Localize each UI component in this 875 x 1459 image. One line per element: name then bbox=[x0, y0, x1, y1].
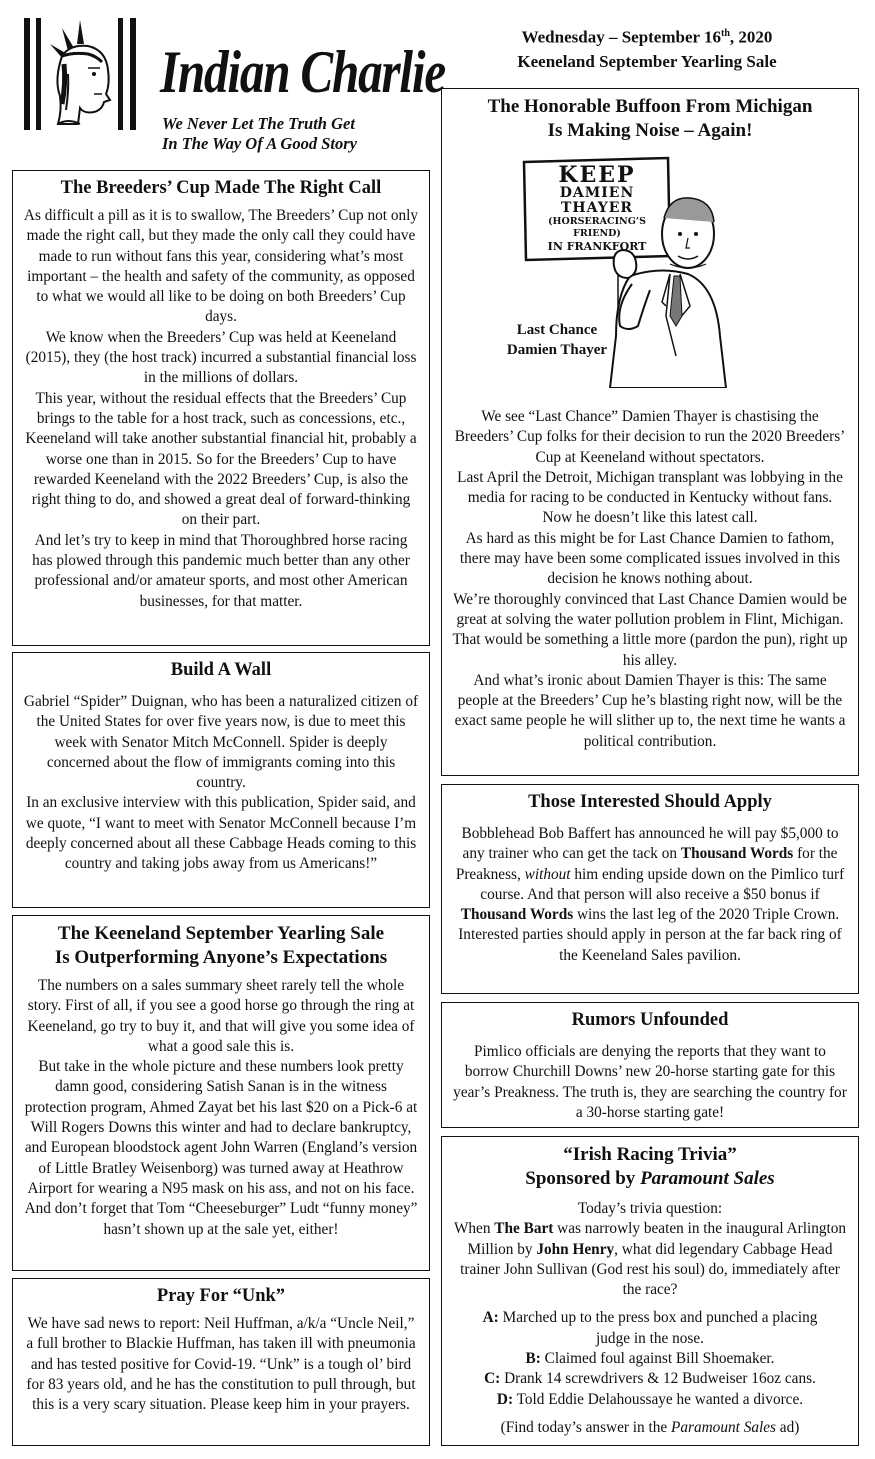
event-name: Keeneland September Yearling Sale bbox=[517, 51, 777, 71]
paragraph: As difficult a pill as it is to swallow, The Breeders’ Cup not only made the right call, but they made the only call they could have made to run without fans this year, considering what’s most important – the health and safety of the community, as opposed to what we would all like to be doing on both Breeders’ Cup days. bbox=[23, 207, 419, 326]
paragraph: We have sad news to report: Neil Huffman, a/k/a “Uncle Neil,” a full brother to Blackie Huffman, has taken ill with pneumonia and has tested positive for Covid-19. “Unk” is a tough ol’ bird for 83 years old, and he has the constitution to pull through, but this is a very scary situation. Please keep him in your prayers. bbox=[26, 1315, 416, 1414]
article-yearling-sale bbox=[12, 915, 430, 1271]
newsletter-motto: We Never Let The Truth Get In The Way Of A Good Story bbox=[162, 114, 357, 153]
cartoon-caption: Last Chance Damien Thayer bbox=[506, 322, 608, 358]
paragraph: Bobblehead Bob Baffert has announced he will pay $5,000 to any trainer who can get the tack on Thousand Words for the Preakness, without him ending upside down on the Pimlico turf course. And that person will also receive a $50 bonus if Thousand Words wins the last leg of the 2020 Triple Crown. Interested parties should apply in person at the far back ring of the Keeneland Sales pavilion. bbox=[455, 825, 845, 964]
dateline bbox=[442, 22, 852, 74]
article-breeders-cup bbox=[12, 170, 430, 646]
sign-text: KEEP DAMIEN THAYER (HORSERACING’S FRIEND) IN FRANKFORT bbox=[547, 162, 647, 253]
trivia-answer-a: A: Marched up to the press box and punched a placing judge in the nose. bbox=[482, 1309, 818, 1347]
masthead bbox=[22, 14, 445, 164]
paragraph: We see “Last Chance” Damien Thayer is chastising the Breeders’ Cup folks for their decision to run the 2020 Breeders’ Cup at Keeneland without spectators. bbox=[454, 408, 846, 466]
paragraph: We’re thoroughly convinced that Last Chance Damien would be great at solving the water pollution problem in Flint, Michigan. That would be something a little more (pardon the pun), right up his alley. bbox=[452, 590, 848, 669]
indian-chief-profile-icon bbox=[22, 14, 140, 132]
article-heading: Build A Wall bbox=[170, 660, 272, 680]
paragraph: Now he doesn’t like this latest call. bbox=[542, 509, 758, 527]
article-rumors bbox=[441, 1002, 859, 1128]
trivia-answer-c: C: Drank 14 screwdrivers & 12 Budweiser 16oz cans. bbox=[484, 1370, 816, 1388]
trivia-question: When The Bart was narrowly beaten in the inaugural Arlington Million by John Henry, what did legendary Cabbage Head trainer John Sullivan (God rest his soul) do, immediately after the race? bbox=[453, 1220, 847, 1299]
article-apply bbox=[441, 784, 859, 994]
trivia-answer-d: D: Told Eddie Delahoussaye he wanted a divorce. bbox=[496, 1390, 804, 1408]
issue-date: Wednesday – September 16th, 2020 bbox=[521, 27, 773, 47]
article-trivia bbox=[441, 1136, 859, 1446]
article-pray-for-unk bbox=[12, 1278, 430, 1446]
article-heading: Those Interested Should Apply bbox=[528, 792, 772, 812]
trivia-intro: Today’s trivia question: bbox=[577, 1200, 723, 1217]
paragraph: This year, without the residual effects that the Breeders’ Cup brings to the table for a host track, such as concessions, etc., Keeneland will take another substantial financial hit, probably a worse one than in 2015. So for the Breeders’ Cup to have rewarded Keeneland with the 2022 Breeders’ Cup, is also the right thing to do, and showed a great deal of forward-thinking on their part. bbox=[25, 389, 417, 529]
paragraph: Pimlico officials are denying the reports that they want to borrow Churchill Downs’ new 20-horse starting gate for this year’s Preakness. The truth is, they are searching the country for a 30-horse starting gate! bbox=[453, 1043, 847, 1121]
paragraph: Last April the Detroit, Michigan transplant was lobbying in the media for racing to be conducted in Kentucky without fans. bbox=[457, 468, 843, 507]
article-heading: The Breeders’ Cup Made The Right Call bbox=[60, 178, 382, 198]
article-heading: “Irish Racing Trivia” Sponsored by Paramount Sales bbox=[525, 1144, 775, 1189]
article-heading: The Honorable Buffoon From Michigan Is Making Noise – Again! bbox=[487, 96, 813, 141]
paragraph: In an exclusive interview with this publication, Spider said, and we quote, “I want to meet with Senator McConnell because I’m deeply concerned about all these Cabbage Heads coming to this country and taking jobs away from us Americans!” bbox=[25, 794, 417, 873]
paragraph: Gabriel “Spider” Duignan, who has been a naturalized citizen of the United States for over five years now, is due to meet this week with Senator Mitch McConnell. Spider is deeply concerned about the flow of immigrants coming into this country. bbox=[23, 693, 419, 792]
article-heading: Pray For “Unk” bbox=[156, 1286, 286, 1306]
trivia-footer: (Find today’s answer in the Paramount Sales ad) bbox=[500, 1418, 800, 1436]
paragraph: The numbers on a sales summary sheet rarely tell the whole story. First of all, if you see a good horse go through the ring at Keeneland, go try to buy it, and that will give you some idea of what a good sale this is. bbox=[27, 977, 415, 1055]
newsletter-title: Indian Charlie bbox=[160, 39, 445, 105]
article-build-a-wall bbox=[12, 652, 430, 908]
article-heading: Rumors Unfounded bbox=[571, 1010, 729, 1030]
paragraph: As hard as this might be for Last Chance Damien to fathom, there may have been some complicated issues involved in this decision he knows nothing about. bbox=[459, 529, 841, 588]
trivia-answer-b: B: Claimed foul against Bill Shoemaker. bbox=[525, 1350, 775, 1368]
paragraph: And don’t forget that Tom “Cheeseburger” Ludt “funny money” hasn’t shown up at the sale yet, either! bbox=[24, 1200, 418, 1238]
paragraph: We know when the Breeders’ Cup was held at Keeneland (2015), they (the host track) incurred a substantial financial loss in the millions of dollars. bbox=[25, 328, 417, 387]
article-heading: The Keeneland September Yearling Sale Is Outperforming Anyone’s Expectations bbox=[54, 923, 388, 968]
paragraph: And let’s try to keep in mind that Thoroughbred horse racing has plowed through this pandemic much better than any other professional and/or amateur sports, and most other American businesses, for that matter. bbox=[32, 531, 410, 610]
paragraph: But take in the whole picture and these numbers look pretty damn good, considering Satish Sanan is in the witness protection program, Ahmed Zayat bet his last $20 on a Pick-6 at Will Rogers Downs this winter and had to declare bankruptcy, and European bloodstock agent John Warren (England’s version of Little Bratley Weisenborg) was turned away at Heathrow Airport for wearing a N95 mask on his ass, and not on his face. bbox=[24, 1058, 418, 1197]
paragraph: And what’s ironic about Damien Thayer is this: The same people at the Breeders’ Cup he’s blasting right now, will be the exact same people he will slither up to, the next time he wants a political contribution. bbox=[454, 671, 846, 750]
